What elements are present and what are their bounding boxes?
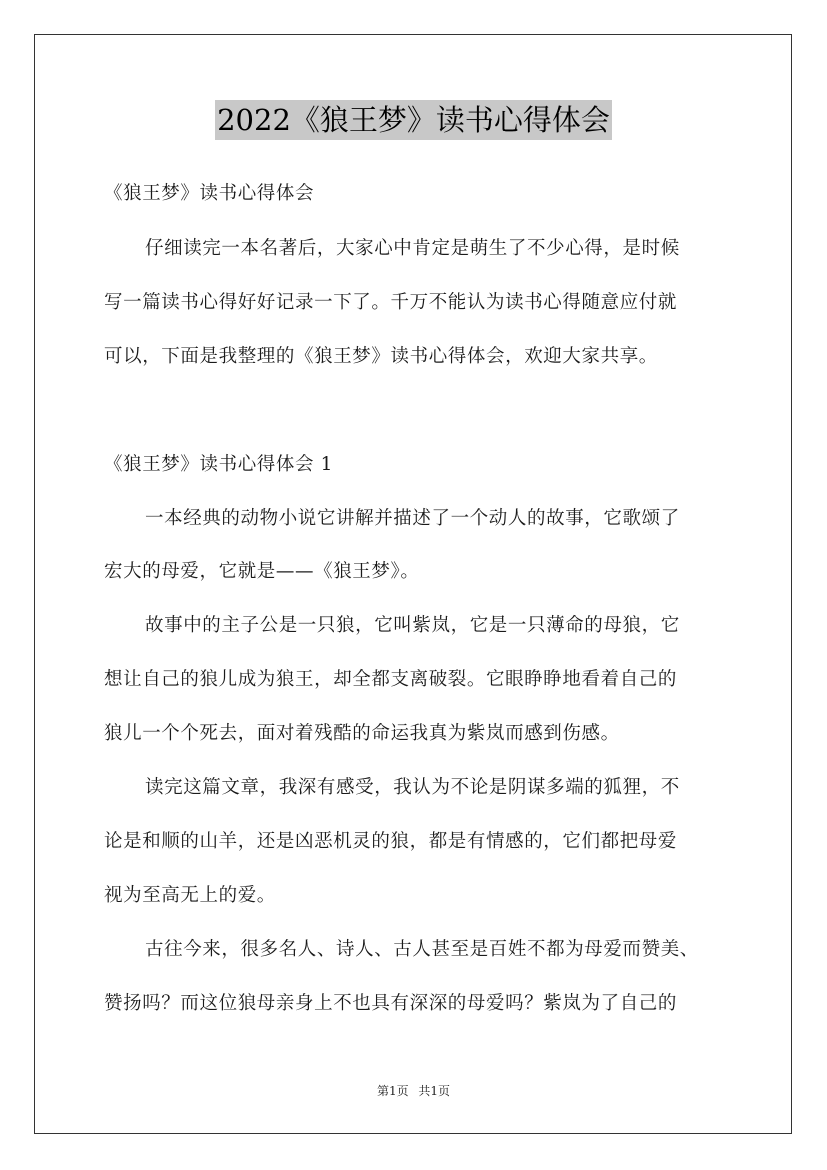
- paragraph-line: 写一篇读书心得好好记录一下了。千万不能认为读书心得随意应付就: [104, 292, 678, 313]
- page-total: 共1页: [418, 1084, 451, 1098]
- paragraph-line: 故事中的主子公是一只狼，它叫紫岚，它是一只薄命的母狼，它: [145, 615, 680, 636]
- document-title: 2022《狼王梦》读书心得体会: [215, 100, 612, 140]
- page-number: 第1页: [376, 1084, 409, 1098]
- section-heading: 《狼王梦》读书心得体会 1: [104, 454, 333, 475]
- paragraph-line: 宏大的母爱，它就是——《狼王梦》。: [104, 561, 420, 582]
- paragraph-line: 论是和顺的山羊，还是凶恶机灵的狼，都是有情感的，它们都把母爱: [104, 831, 678, 852]
- section-heading: 《狼王梦》读书心得体会: [104, 183, 315, 204]
- paragraph-line: 视为至高无上的爱。: [104, 885, 276, 906]
- paragraph-line: 赞扬吗？而这位狼母亲身上不也具有深深的母爱吗？紫岚为了自己的: [104, 993, 678, 1014]
- paragraph-line: 仔细读完一本名著后，大家心中肯定是萌生了不少心得，是时候: [145, 238, 680, 259]
- paragraph-line: 可以，下面是我整理的《狼王梦》读书心得体会，欢迎大家共享。: [104, 346, 658, 367]
- paragraph-line: 想让自己的狼儿成为狼王，却全都支离破裂。它眼睁睁地看着自己的: [104, 669, 678, 690]
- paragraph-line: 古往今来，很多名人、诗人、古人甚至是百姓不都为母爱而赞美、: [145, 939, 699, 960]
- paragraph-line: 一本经典的动物小说它讲解并描述了一个动人的故事，它歌颂了: [145, 508, 680, 529]
- title-container: [0, 100, 827, 140]
- page-footer: [0, 1083, 827, 1099]
- paragraph-line: 读完这篇文章，我深有感受，我认为不论是阴谋多端的狐狸，不: [145, 777, 680, 798]
- paragraph-line: 狼儿一个个死去，面对着残酷的命运我真为紫岚而感到伤感。: [104, 723, 620, 744]
